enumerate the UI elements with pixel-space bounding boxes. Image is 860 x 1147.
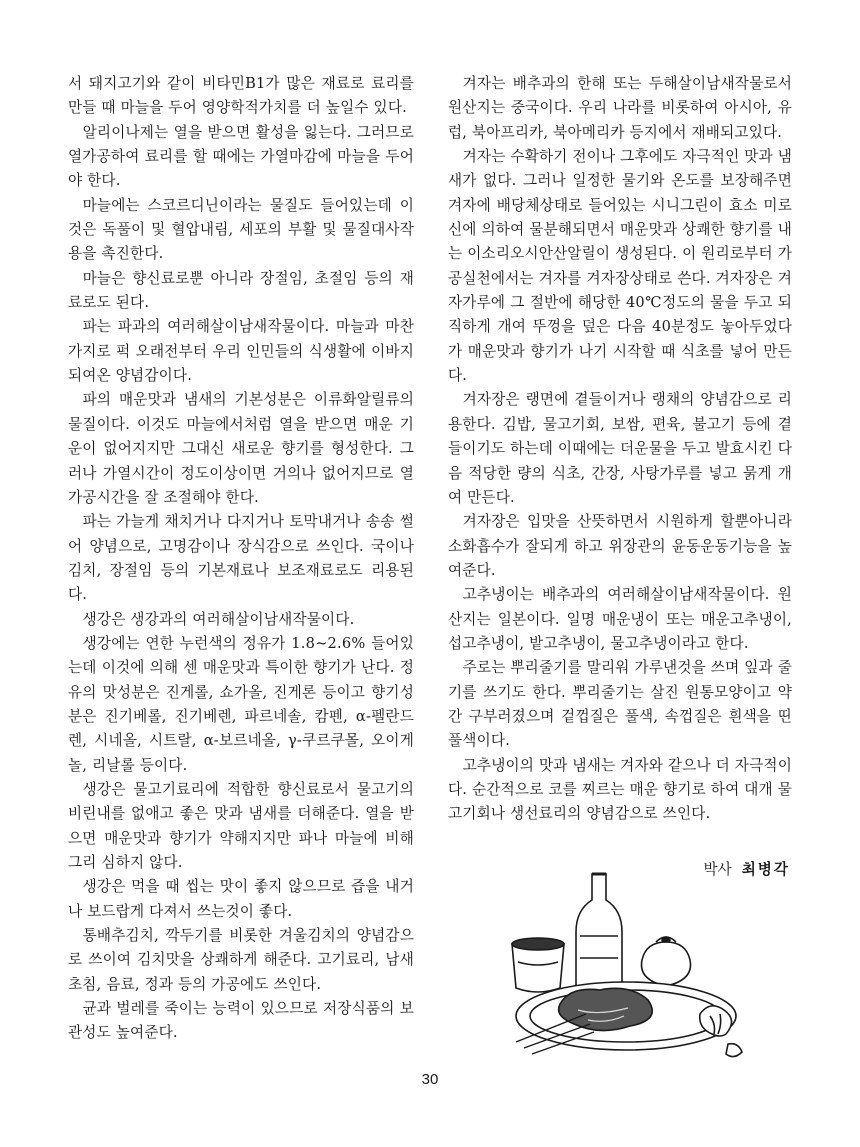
paragraph: 겨자장은 랭면에 곁들이거나 랭채의 양념감으로 리용한다. 김밥, 물고기회, 보쌈, 편육, 불고기 등에 곁들이기도 하는데 이때에는 더운물을 두고 발효시킨 다음 적당한 량의 식초, 간장, 사탕가루를 넣고 묽게 개여 만든다. (448, 391, 792, 506)
food-illustration (496, 866, 756, 1066)
paragraph: 생강에는 연한 누런색의 정유가 1.8~2.6% 들어있는데 이것에 의해 센 매운맛과 특이한 향기가 난다. 정유의 맛성분은 진게롤, 쇼가올, 진게론 등이고 향기성분은 진기베롤, 진기베렌, 파르네솔, 캄펜, α-펠란드렌, 시네올, 시트랄, α-보르네올, γ-쿠르쿠몰, 오이게놀, 리날롤 등이다. (68, 634, 414, 774)
left-column (68, 72, 414, 1046)
paragraph: 생강은 물고기료리에 적합한 향신료로서 물고기의 비린내를 없애고 좋은 맛과 냄새를 더해준다. 열을 받으면 매운맛과 향기가 약해지지만 파나 마늘에 비해 그리 심하지 않다. (68, 780, 414, 871)
paragraph: 파의 매운맛과 냄새의 기본성분은 이류화알릴류의 물질이다. 이것도 마늘에서처럼 열을 받으면 매운 기운이 없어지지만 그대신 새로운 향기를 형성한다. 그러나 가열시간이 정도이상이면 거의나 없어지므로 열가공시간을 잘 조절해야 한다. (68, 391, 414, 506)
paragraph: 균과 벌레를 죽이는 능력이 있으므로 저장식품의 보관성도 높여준다. (68, 1000, 414, 1042)
page-number: 30 (421, 1071, 439, 1088)
paragraph: 주로는 뿌리줄기를 말리워 가루낸것을 쓰며 잎과 줄기를 쓰기도 한다. 뿌리줄기는 살진 원통모양이고 약간 구부러졌으며 겉껍질은 풀색, 속껍질은 흰색을 띤 풀색이다. (448, 659, 792, 750)
paragraph: 고추냉이는 배추과의 여러해살이남새작물이다. 원산지는 일본이다. 일명 매운냉이 또는 매운고추냉이, 섭고추냉이, 밭고추냉이, 물고추냉이라고 한다. (448, 586, 792, 652)
paragraph: 서 돼지고기와 같이 비타민B1가 많은 재료로 료리를 만들 때 마늘을 두어 영양학적가치를 더 높일수 있다. (68, 75, 414, 117)
author-name: 최병각 (741, 861, 790, 878)
paragraph: 생강은 생강과의 여러해살이남새작물이다. (82, 610, 355, 628)
paragraph: 마늘은 향신료로뿐 아니라 장절임, 초절임 등의 재료로도 된다. (68, 269, 414, 312)
paragraph: 겨자는 수확하기 전이나 그후에도 자극적인 맛과 냄새가 없다. 그러나 일정한 물기와 온도를 보장해주면 겨자에 배당체상태로 들어있는 시니그린이 효소 미로신에 의하여 물분해되면서 매운맛과 상쾌한 향기를 내는 이소리오시안산알릴이 생성된다. 이 원리로부터 가공실천에서는 겨자를 겨자장상태로 쓴다. 겨자장은 겨자가루에 그 절반에 해당한 40℃정도의 물을 두고 되직하게 개여 뚜껑을 덮은 다음 40분정도 놓아두었다가 매운맛과 향기가 나기 시작할 때 식초를 넣어 만든다. (448, 148, 792, 385)
paragraph: 통배추김치, 깍두기를 비롯한 겨울김치의 양념감으로 쓰이여 김치맛을 상쾌하게 해준다. 고기료리, 남새초침, 음료, 정과 등의 가공에도 쓰인다. (68, 927, 414, 993)
paragraph: 겨자장은 입맛을 산뜻하면서 시원하게 할뿐아니라 소화흡수가 잘되게 하고 위장관의 윤동운동기능을 높여준다. (448, 513, 792, 579)
paragraph: 생강은 먹을 때 씹는 맛이 좋지 않으므로 즙을 내거나 보드랍게 다져서 쓰는것이 좋다. (68, 878, 414, 920)
paragraph: 파는 파과의 여러해살이남새작물이다. 마늘과 마찬가지로 퍽 오래전부터 우리 인민들의 식생활에 이바지되여온 양념감이다. (68, 318, 414, 385)
paragraph: 알리이나제는 열을 받으면 활성을 잃는다. 그러므로 열가공하여 료리를 할 때에는 가열마감에 마늘을 두어야 한다. (68, 123, 414, 190)
paragraph: 겨자는 배추과의 한해 또는 두해살이남새작물로서 원산지는 중국이다. 우리 나라를 비롯하여 아시아, 유럽, 북아프리카, 북아메리카 등지에서 재배되고있다. (448, 75, 792, 141)
paragraph: 마늘에는 스코르디닌이라는 물질도 들어있는데 이것은 독풀이 및 혈압내림, 세포의 부활 및 물질대사작용을 촉진한다. (68, 196, 414, 263)
right-column (448, 72, 792, 827)
paragraph: 고추냉이의 맛과 냄새는 겨자와 같으나 더 자극적이다. 순간적으로 코를 찌르는 매운 향기로 하여 대개 물고기회나 생선료리의 양념감으로 쓰인다. (448, 756, 792, 823)
author-role: 박사 (703, 861, 732, 878)
paragraph: 파는 가늘게 채치거나 다지거나 토막내거나 송송 썰어 양념으로, 고명감이나 장식감으로 쓰인다. 국이나 김치, 장절임 등의 기본재료나 보조재료로도 리용된다. (68, 513, 414, 604)
